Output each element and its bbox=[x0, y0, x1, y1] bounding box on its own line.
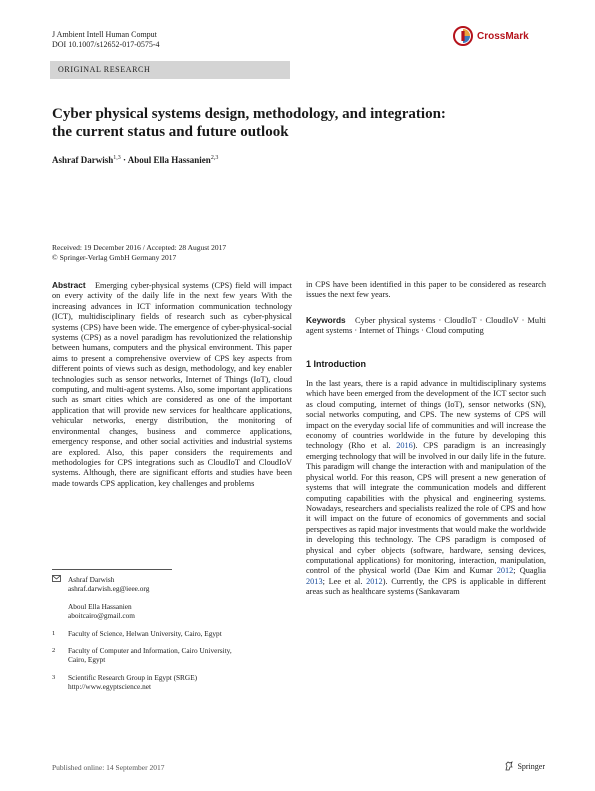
intro-text-5: ). Currently, the CPS is applicable in different areas such as healthcare systems (Sankavaram bbox=[306, 576, 546, 597]
affiliation-text: Faculty of Computer and Information, Cairo University, bbox=[68, 646, 232, 656]
author-separator: · bbox=[120, 155, 128, 165]
footnotes bbox=[52, 575, 292, 700]
publisher-name: Springer bbox=[517, 761, 545, 771]
abstract bbox=[52, 280, 292, 489]
correspondence-body bbox=[68, 575, 149, 621]
received-accepted: Received: 19 December 2016 / Accepted: 28 August 2017 bbox=[52, 243, 227, 252]
citation-link[interactable]: 2012 bbox=[496, 566, 514, 576]
publication-dates bbox=[52, 243, 226, 263]
affiliation-number: 1 bbox=[52, 629, 56, 637]
affiliation-text: Cairo, Egypt bbox=[68, 655, 106, 665]
intro-text-3: ; Quaglia bbox=[513, 566, 546, 576]
abstract-block bbox=[52, 280, 292, 489]
affiliation-number: 3 bbox=[52, 673, 56, 681]
author-1-affiliation: 1,3 bbox=[113, 155, 121, 161]
intro-text-1: In the last years, there is a rapid advance in multidisciplinary systems which have been emerged from the development of the ICT sector such as cloud computing, internet of things (IoT), sensor networks (SN), social networks computing, and CPS. The new systems of CPS will impact on the everyday social life of communities and will increase the economy of countries worldwide in the future by developing this technology (Rho et al. bbox=[306, 379, 546, 451]
intro-text-4: ; Lee et al. bbox=[322, 576, 367, 586]
envelope-icon bbox=[52, 575, 62, 621]
keywords-label: Keywords bbox=[306, 314, 346, 325]
keywords bbox=[306, 315, 546, 337]
author-1[interactable]: Ashraf Darwish bbox=[52, 155, 114, 165]
abstract-label: Abstract bbox=[52, 280, 86, 290]
footnote-divider bbox=[52, 569, 172, 570]
doi[interactable]: DOI 10.1007/s12652-017-0575-4 bbox=[52, 40, 160, 49]
crossmark-icon bbox=[453, 26, 473, 46]
affiliation-1 bbox=[52, 629, 292, 638]
keywords-text: Cyber physical systems · CloudIoT · CloudIoV · Multi agent systems · Internet of Things · Cloud computing bbox=[306, 315, 546, 336]
intro-text-2: ). CPS paradigm is an increasingly emerging technology that will be involved in our daily life in the future. This paradigm will change the interaction with and manipulation of the physical world. For this reason, CPS will present a new generation of systems that will integrate the communication models and different computing capabilities with the physical and engineering systems. Nowadays, researchers and specialists realized the role of CPS and how it will impact on the future of economics of governments and social perspectives as rapid major investments that would make the worldwide in developing this technology. The CPS paradigm is composed of physical and cyber objects (software, hardware, sensing devices, computational applications) for monitoring, interaction, manipulation, control of the physical world (Dae Kim and Kumar bbox=[306, 441, 546, 576]
paper-title bbox=[52, 105, 532, 141]
crossmark-badge[interactable] bbox=[453, 24, 545, 48]
citation-link[interactable]: 2013 bbox=[306, 576, 323, 586]
published-online: Published online: 14 September 2017 bbox=[52, 763, 165, 772]
abstract-text: Emerging cyber-physical systems (CPS) field will impact on every activity of the daily life in the next few years With the increasing advances in ICT information communication technology (ICT), multidisciplinary fields of research such as cyber-physical systems (CPS) have been wide. The emergence of cyber-physical-social systems (CPS) as a novel paradigm has revolutionized the relationship between humans, computers and the physical environment. This paper aims to present a comprehensive overview of CPS key aspects from different points of views such as design, methodology, and key enabler technologies such as sensor networks, Internet of Things (IoT), cloud computing, and multi-agent systems. Also, some important applications such as smart cities which are considered as one of the important application that will provide new services for healthcare applications, vehicular networks, energy distribution, the monitoring of environmental changes, business and commerce applications, emergency response, and other social activities and industrial systems are explored. Also, this paper considers the requirements and methodologies for CPS integrations such as CloudIoT and CloudIoV systems. Although, there are significant efforts and studies have been made towards CPS application, key challenges and problems bbox=[52, 281, 292, 488]
title-line-2: the current status and future outlook bbox=[52, 124, 289, 140]
affiliation-2 bbox=[52, 646, 292, 665]
corr-email-1[interactable]: ashraf.darwish.eg@ieee.org bbox=[68, 584, 150, 594]
author-list bbox=[52, 155, 218, 165]
journal-name: J Ambient Intell Human Comput bbox=[52, 30, 157, 39]
affiliation-number: 2 bbox=[52, 647, 56, 655]
author-2[interactable]: Aboul Ella Hassanien bbox=[127, 155, 211, 165]
corr-email-2[interactable]: aboitcairo@gmail.com bbox=[68, 611, 135, 621]
corr-name-2: Aboul Ella Hassanien bbox=[68, 601, 132, 611]
citation-link[interactable]: 2016 bbox=[396, 441, 413, 451]
springer-horse-icon bbox=[504, 761, 514, 771]
citation-link[interactable]: 2012 bbox=[366, 576, 383, 586]
abstract-continuation: in CPS have been identified in this paper to be considered as research issues the next few years. bbox=[306, 280, 546, 300]
author-2-affiliation: 2,3 bbox=[210, 155, 219, 161]
affiliation-text: Faculty of Science, Helwan University, Cairo, Egypt bbox=[68, 628, 222, 638]
section-label: ORIGINAL RESEARCH bbox=[50, 61, 290, 79]
affiliation-text: Scientific Research Group in Egypt (SRGE) bbox=[68, 672, 198, 682]
copyright: © Springer-Verlag GmbH Germany 2017 bbox=[52, 253, 177, 262]
correspondence bbox=[52, 575, 292, 621]
affiliation-3 bbox=[52, 673, 292, 692]
right-column bbox=[306, 280, 546, 598]
intro-paragraph bbox=[306, 379, 546, 598]
publisher-logo bbox=[504, 761, 545, 771]
intro-heading: 1 Introduction bbox=[306, 358, 366, 369]
title-line-1: Cyber physical systems design, methodology, and integration: bbox=[52, 106, 446, 122]
affiliation-url[interactable]: http://www.egyptscience.net bbox=[68, 682, 152, 692]
crossmark-label: CrossMark bbox=[477, 30, 529, 42]
corr-name-1: Ashraf Darwish bbox=[68, 575, 115, 584]
journal-header bbox=[52, 30, 160, 50]
